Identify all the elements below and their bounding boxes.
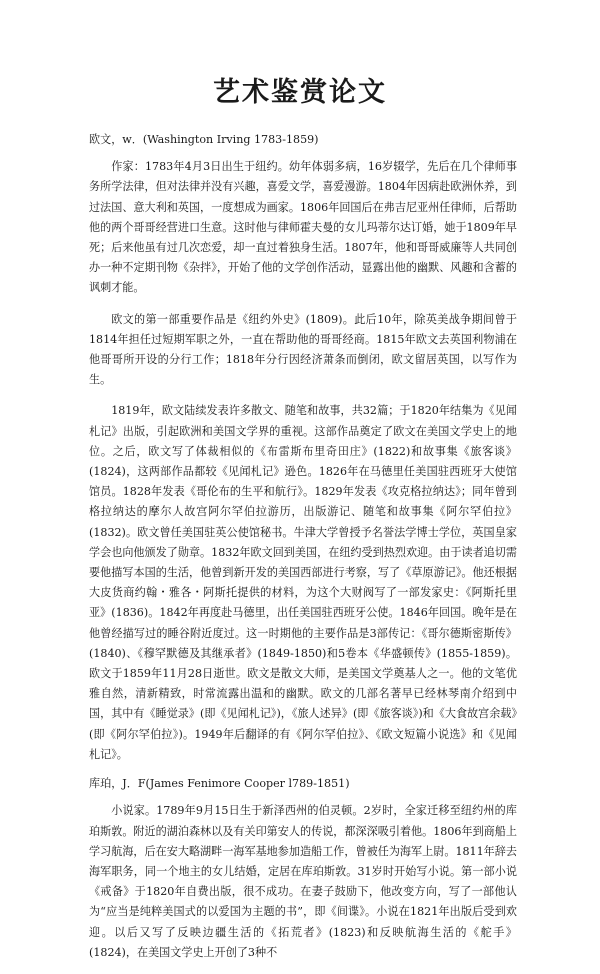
document-body bbox=[89, 130, 517, 974]
page-title: 艺术鉴赏论文 bbox=[213, 77, 387, 108]
paragraph: 小说家。1789年9月15日生于新泽西州的伯灵顿。2岁时，全家迁移至纽约州的库珀斯敦。附近的湖泊森林以及有关印第安人的传说，都深深吸引着他。1806年到商船上学习航海，后在安大略湖畔一海军基地参加造船工作，曾被任为海军上尉。1811年辞去海军职务，同一个地主的女儿结婚，定居在库珀斯敦。31岁时开始写小说。第一部小说《戒备》于1820年自费出版，很不成功。在妻子鼓励下，他改变方向，写了一部他认为“应当是纯粹美国式的以爱国为主题的书”，即《间谍》。小说在1821年出版后受到欢迎。以后又写了反映边疆生活的《拓荒者》(1823)和反映航海生活的《舵手》(1824)，在美国文学史上开创了3种不 bbox=[89, 804, 517, 959]
entry-heading-irving: 欧文，w．(Washington Irving 1783-1859) bbox=[89, 133, 319, 146]
paragraph: 欧文的第一部重要作品是《纽约外史》(1809)。此后10年，除英美战争期间曾于1814年担任过短期军职之外，一直在帮助他的哥哥经商。1815年欧文去英国利物浦在他哥哥所开设的分行工作；1818年分行因经济萧条而倒闭，欧文留居英国，以写作为生。 bbox=[89, 312, 517, 387]
entry-heading-cooper: 库珀，J．F(James Fenimore Cooper l789-1851) bbox=[89, 777, 350, 791]
paragraph: 作家：1783年4月3日出生于纽约。幼年体弱多病，16岁辍学，先后在几个律师事务所学法律，但对法律并没有兴趣，喜爱文学，喜爱漫游。1804年因病赴欧洲休养，到过法国、意大利和英国，一度想成为画家。1806年回国后在弗吉尼亚州任律师，后帮助他的两个哥哥经营进口生意。这时他与律师霍夫曼的女儿玛蒂尔达订婚，她于1809年早死；后来他虽有过几次恋爱，却一直过着独身生活。1807年，他和哥哥威廉等人共同创办一种不定期刊物《杂拌》，开始了他的文学创作活动，显露出他的幽默、风趣和含蓄的讽刺才能。 bbox=[89, 160, 518, 295]
paragraph: 1819年，欧文陆续发表许多散文、随笔和故事，共32篇；于1820年结集为《见闻札记》出版，引起欧洲和美国文学界的重视。这部作品奠定了欧文在美国文学史上的地位。之后，欧文写了体裁相似的《布雷斯布里奇田庄》(1822)和故事集《旅客谈》(1824)，这两部作品都较《见闻札记》逊色。1826年在马德里任美国驻西班牙大使馆馆员。1828年发表《哥伦布的生平和航行》。1829年发表《攻克格拉纳达》；同年曾到格拉纳达的摩尔人故宫阿尔罕伯拉游历，出版游记、随笔和故事集《阿尔罕伯拉》(1832)。欧文曾任美国驻英公使馆秘书。牛津大学曾授予名誉法学博士学位，英国皇家学会也向他颁发了勋章。1832年欧文回到美国，在纽约受到热烈欢迎。由于读者追切需要他描写本国的生活，他曾到新开发的美国西部进行考察，写了《草原游记》。他还根据大皮货商约翰・雅各・阿斯托提供的材料，为这个大财阀写了一部发家史：《阿斯托里亚》(1836)。1842年再度赴马德里，出任美国驻西班牙公使。1846年回国。晚年是在他曾经描写过的睡谷附近度过。这一时期他的主要作品是3部传记：《哥尔德斯密斯传》(1840)、《穆罕默德及其继承者》(1849-1850)和5卷本《华盛顿传》(1855-1859)。欧文于1859年11月28日逝世。欧文是散文大师，是美国文学奠基人之一。他的文笔优雅自然，清新精致，时常流露出温和的幽默。欧文的几部名著早已经林琴南介绍到中国，其中有《睡觉录》(即《见闻札记》)，《旅人述异》(即《旅客谈》)和《大食故宫余载》(即《阿尔罕伯拉》)。1949年后翻译的有《阿尔罕伯拉》、《欧文短篇小说选》和《见闻札记》。 bbox=[89, 404, 517, 761]
